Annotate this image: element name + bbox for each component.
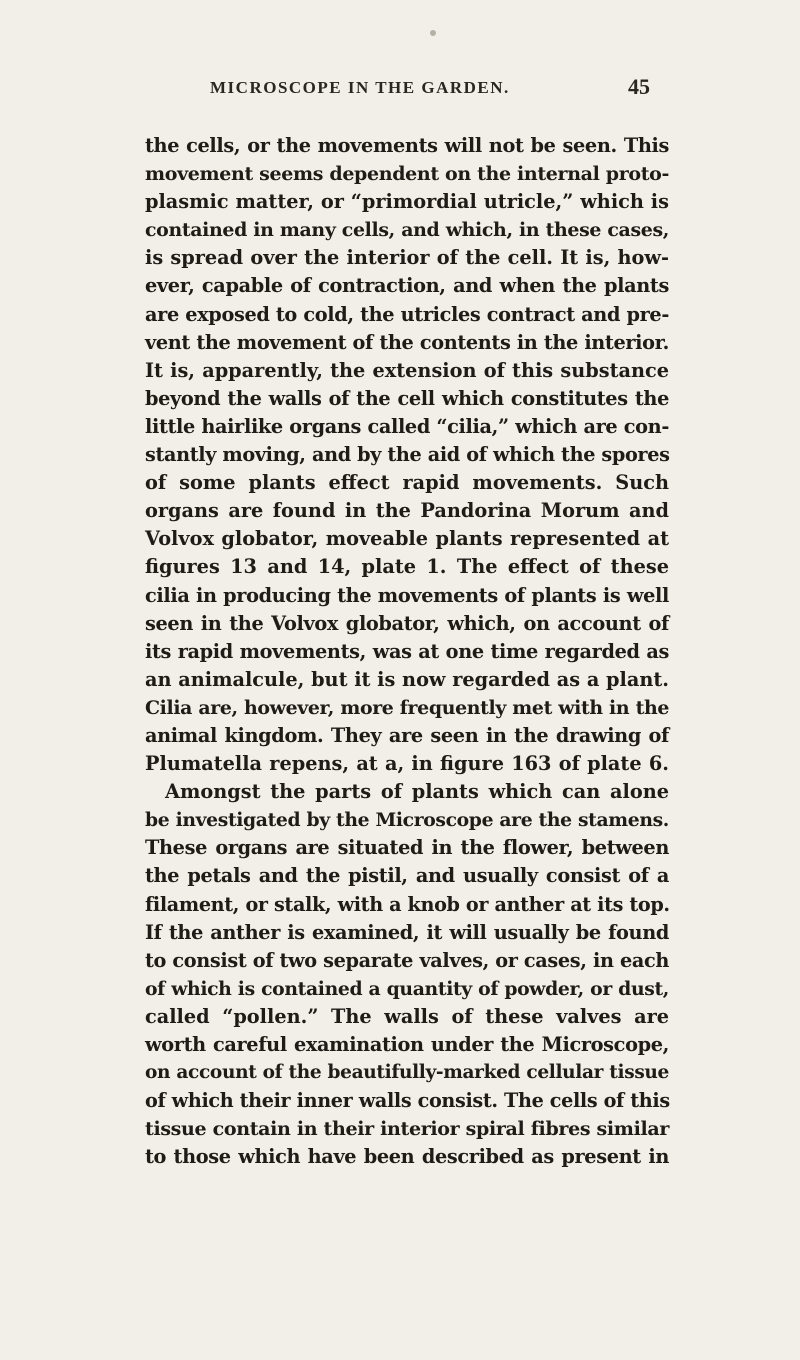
text-line: These organs are situated in the flower, between	[145, 836, 669, 860]
text-line: to those which have been described as present in	[145, 1145, 669, 1169]
text-line: contained in many cells, and which, in these cases,	[145, 219, 669, 242]
text-line: Amongst the parts of plants which can alone	[165, 780, 669, 804]
text-line: Volvox globator, moveable plants represented at	[145, 527, 669, 551]
text-line: the cells, or the movements will not be seen. This	[145, 134, 669, 157]
text-line: vent the movement of the contents in the interior.	[145, 330, 669, 354]
text-line: plasmic matter, or “primordial utricle,” which is	[145, 190, 669, 214]
text-line: on account of the beautifully-marked cellular tissue	[145, 1062, 669, 1084]
printer-mark	[430, 30, 436, 36]
text-line: an animalcule, but it is now regarded as a plant.	[145, 667, 669, 691]
text-line: movement seems dependent on the internal proto-	[145, 163, 669, 186]
running-head: MICROSCOPE IN THE GARDEN.	[210, 78, 510, 97]
text-line: little hairlike organs called “cilia,” which are con-	[145, 414, 669, 438]
text-line: cilia in producing the movements of plants is well	[145, 583, 669, 607]
text-line: its rapid movements, was at one time regarded as	[145, 639, 669, 663]
text-line: the petals and the pistil, and usually consist of a	[145, 864, 669, 888]
text-line: ever, capable of contraction, and when the plants	[145, 274, 669, 298]
text-line: organs are found in the Pandorina Morum and	[145, 499, 669, 523]
page-number: 45	[628, 74, 650, 99]
text-line: are exposed to cold, the utricles contract and pre-	[145, 302, 669, 326]
text-line: of some plants effect rapid movements. Such	[145, 471, 669, 495]
text-line: stantly moving, and by the aid of which the spores	[145, 443, 670, 467]
text-line: animal kingdom. They are seen in the drawing of	[145, 723, 669, 747]
text-line: to consist of two separate valves, or cases, in each	[145, 948, 669, 972]
text-line: If the anther is examined, it will usually be found	[145, 920, 669, 944]
text-line: It is, apparently, the extension of this substance	[145, 358, 669, 382]
text-line: beyond the walls of the cell which constitutes the	[145, 386, 669, 410]
text-line: seen in the Volvox globator, which, on account of	[145, 611, 669, 635]
text-line: filament, or stalk, with a knob or anther at its top.	[145, 892, 670, 916]
text-line: called “pollen.” The walls of these valves are	[145, 1004, 669, 1028]
text-line: worth careful examination under the Microscope,	[145, 1033, 669, 1056]
text-line: of which is contained a quantity of powder, or dust,	[145, 977, 669, 1000]
text-line: figures 13 and 14, plate 1. The effect of these	[145, 555, 669, 579]
text-line: be investigated by the Microscope are the stamens.	[145, 809, 669, 832]
text-line: Plumatella repens, at a, in figure 163 of plate 6.	[145, 752, 669, 776]
body-text	[145, 132, 669, 1171]
text-line: tissue contain in their interior spiral fibres similar	[145, 1118, 669, 1141]
text-line: of which their inner walls consist. The cells of this	[145, 1089, 670, 1113]
text-line: Cilia are, however, more frequently met with in the	[145, 696, 669, 719]
text-line: is spread over the interior of the cell. It is, how-	[145, 246, 669, 270]
